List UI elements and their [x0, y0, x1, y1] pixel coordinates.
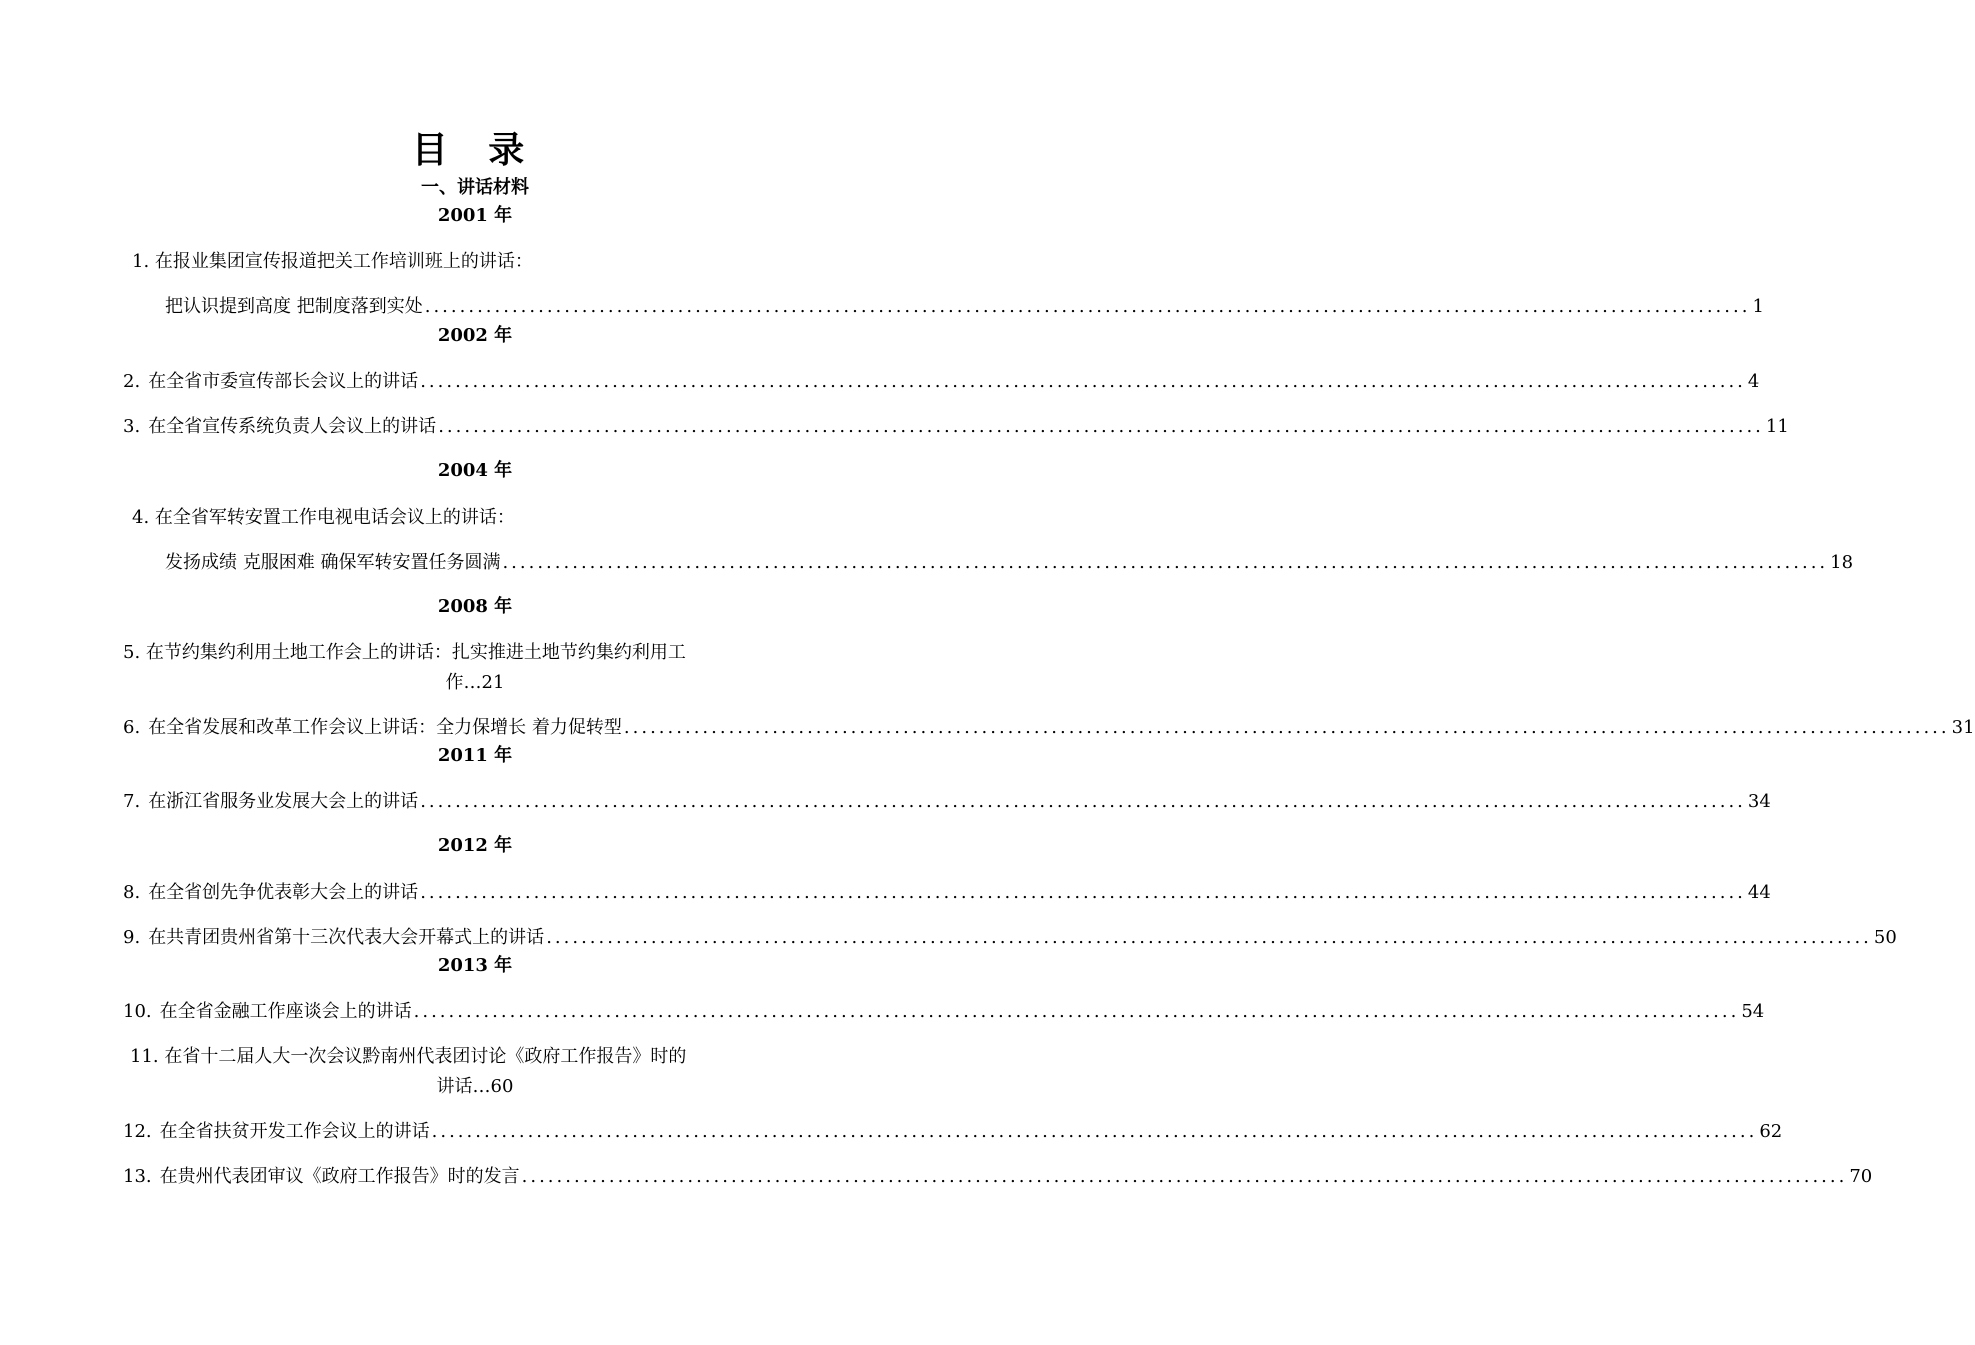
- entry-title: 在全省金融工作座谈会上的讲话: [159, 1001, 412, 1022]
- entry-number: 7.: [123, 791, 141, 812]
- dot-leader: ........................................................................................................................................................: [431, 1121, 1758, 1142]
- toc-entry[interactable]: [123, 1119, 1783, 1145]
- toc-entry[interactable]: [130, 1044, 686, 1070]
- entry-title: 在节约集约利用土地工作会上的讲话：扎实推进土地节约集约利用工: [145, 642, 686, 663]
- entry-number: 13.: [123, 1166, 152, 1187]
- page-number: 18: [1830, 552, 1854, 573]
- entry-number: 12.: [123, 1121, 152, 1142]
- entry-number: 11.: [130, 1046, 159, 1067]
- entry-title: 在全省扶贫开发工作会议上的讲话: [159, 1121, 430, 1142]
- entry-subtitle: 把认识提到高度 把制度落到实处: [165, 296, 423, 317]
- year-heading: 2011 年: [437, 745, 513, 766]
- entry-title: 在全省发展和改革工作会议上讲话：全力保增长 着力促转型: [148, 717, 622, 738]
- entry-title: 在共青团贵州省第十三次代表大会开幕式上的讲话: [148, 927, 545, 948]
- page-number: 11: [1765, 416, 1789, 437]
- entry-title: 在全省军转安置工作电视电话会议上的讲话：: [154, 507, 515, 528]
- dot-leader: ........................................................................................................................................................: [502, 552, 1829, 573]
- page-number: 62: [1759, 1121, 1783, 1142]
- toc-entry[interactable]: [123, 369, 1760, 395]
- entry-subtitle: 发扬成绩 克服困难 确保军转安置任务圆满: [165, 552, 501, 573]
- page-number: 1: [1752, 296, 1764, 317]
- entry-continuation: 作…21: [445, 672, 505, 693]
- entry-number: 8.: [123, 882, 141, 903]
- year-heading: 2013 年: [437, 955, 513, 976]
- page-number: 50: [1873, 927, 1897, 948]
- toc-entry-subtitle[interactable]: [165, 550, 1854, 576]
- entry-number: 5.: [123, 642, 141, 663]
- toc-entry[interactable]: [123, 925, 1897, 951]
- entry-number: 6.: [123, 717, 141, 738]
- toc-entry[interactable]: [123, 640, 686, 666]
- entry-title: 在浙江省服务业发展大会上的讲话: [148, 791, 419, 812]
- dot-leader: ........................................................................................................................................................: [438, 416, 1764, 437]
- entry-number: 2.: [123, 371, 141, 392]
- year-heading: 2001 年: [437, 205, 513, 226]
- page-number: 70: [1849, 1166, 1873, 1187]
- dot-leader: ........................................................................................................................................................: [546, 927, 1872, 948]
- entry-continuation: 讲话…60: [436, 1076, 514, 1097]
- section-heading: 一、讲话材料: [421, 177, 529, 198]
- entry-number: 10.: [123, 1001, 152, 1022]
- year-heading: 2004 年: [437, 460, 513, 481]
- toc-entry[interactable]: [123, 999, 1765, 1025]
- entry-title: 在省十二届人大一次会议黔南州代表团讨论《政府工作报告》时的: [164, 1046, 687, 1067]
- dot-leader: ........................................................................................................................................................: [420, 371, 1746, 392]
- dot-leader: ........................................................................................................................................................: [420, 791, 1746, 812]
- toc-entry-subtitle[interactable]: [165, 294, 1764, 320]
- dot-leader: ........................................................................................................................................................: [413, 1001, 1740, 1022]
- page-number: 4: [1747, 371, 1760, 392]
- toc-entry[interactable]: [123, 414, 1789, 440]
- dot-leader: ........................................................................................................................................................: [420, 882, 1746, 903]
- page-number: 31: [1951, 717, 1975, 738]
- year-heading: 2008 年: [437, 596, 513, 617]
- entry-number: 3.: [123, 416, 141, 437]
- entry-number: 1.: [132, 251, 150, 272]
- dot-leader: ........................................................................................................................................................: [424, 296, 1751, 317]
- year-heading: 2002 年: [437, 325, 513, 346]
- dot-leader: ........................................................................................................................................................: [521, 1166, 1848, 1187]
- toc-entry[interactable]: [132, 505, 515, 531]
- entry-title: 在报业集团宣传报道把关工作培训班上的讲话：: [154, 251, 533, 272]
- toc-entry[interactable]: [123, 789, 1771, 815]
- entry-title: 在全省市委宣传部长会议上的讲话: [148, 371, 419, 392]
- toc-entry[interactable]: [132, 249, 533, 275]
- page-number: 34: [1747, 791, 1771, 812]
- entry-title: 在全省创先争优表彰大会上的讲话: [148, 882, 419, 903]
- toc-entry[interactable]: [123, 880, 1771, 906]
- year-heading: 2012 年: [437, 835, 513, 856]
- page-number: 44: [1747, 882, 1771, 903]
- entry-title: 在贵州代表团审议《政府工作报告》时的发言: [159, 1166, 520, 1187]
- entry-title: 在全省宣传系统负责人会议上的讲话: [148, 416, 437, 437]
- dot-leader: ........................................................................................................................................................: [623, 717, 1950, 738]
- entry-number: 9.: [123, 927, 141, 948]
- toc-entry[interactable]: [123, 1164, 1873, 1190]
- page-title: 目 录: [411, 129, 539, 171]
- toc-entry[interactable]: [123, 715, 1975, 741]
- page-number: 54: [1741, 1001, 1765, 1022]
- entry-number: 4.: [132, 507, 150, 528]
